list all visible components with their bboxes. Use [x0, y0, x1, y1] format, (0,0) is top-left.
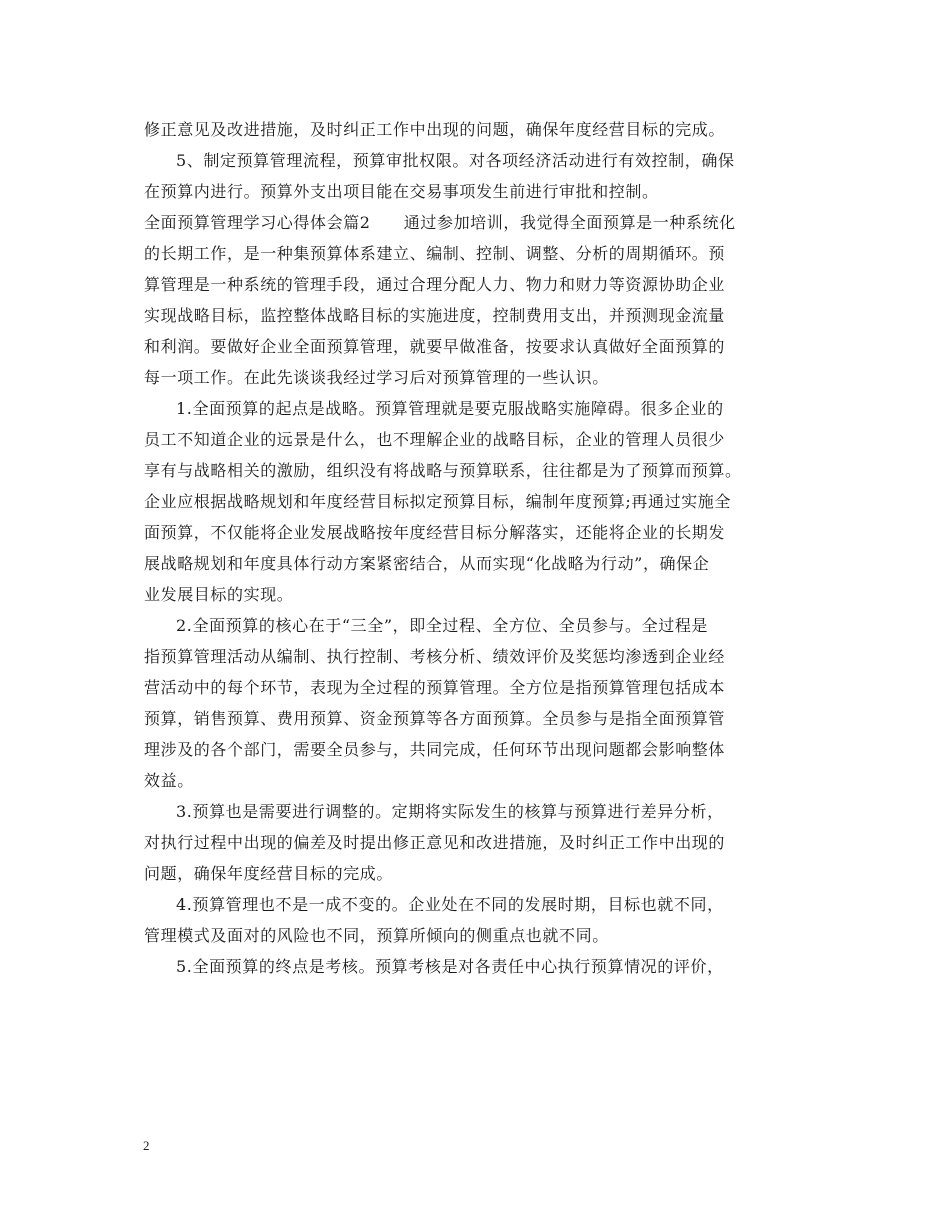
text-line: 4.预算管理也不是一成不变的。企业处在不同的发展时期，目标也就不同， [176, 895, 724, 914]
text-line: 面预算，不仅能将企业发展战略按年度经营目标分解落实，还能将企业的长期发 [144, 523, 726, 542]
text-line: 5、制定预算管理流程，预算审批权限。对各项经济活动进行有效控制，确保 [176, 151, 735, 170]
text-line: 展战略规划和年度具体行动方案紧密结合，从而实现“化战略为行动”，确保企 [144, 554, 710, 573]
text-line: 效益。 [144, 771, 194, 790]
text-line: 和利润。要做好企业全面预算管理，就要早做准备，按要求认真做好全面预算的 [144, 337, 726, 356]
text-line: 管理模式及面对的风险也不同，预算所倾向的侧重点也就不同。 [144, 926, 609, 945]
text-line: 企业应根据战略规划和年度经营目标拟定预算目标，编制年度预算;再通过实施全 [144, 492, 731, 511]
text-line: 业发展目标的实现。 [144, 585, 294, 604]
text-line: 的长期工作，是一种集预算体系建立、编制、控制、调整、分析的周期循环。预 [144, 244, 726, 263]
text-line: 算管理是一种系统的管理手段，通过合理分配人力、物力和财力等资源协助企业 [144, 275, 726, 294]
text-line: 指预算管理活动从编制、执行控制、考核分析、绩效评价及奖惩均渗透到企业经 [144, 647, 726, 666]
body-text [144, 114, 816, 982]
text-line: 对执行过程中出现的偏差及时提出修正意见和改进措施，及时纠正工作中出现的 [144, 833, 726, 852]
text-line: 预算，销售预算、费用预算、资金预算等各方面预算。全员参与是指全面预算管 [144, 709, 726, 728]
text-line: 1.全面预算的起点是战略。预算管理就是要克服战略实施障碍。很多企业的 [176, 399, 724, 418]
text-line: 员工不知道企业的远景是什么，也不理解企业的战略目标，企业的管理人员很少 [144, 430, 726, 449]
text-line: 修正意见及改进措施，及时纠正工作中出现的问题，确保年度经营目标的完成。 [144, 120, 726, 139]
text-line: 5.全面预算的终点是考核。预算考核是对各责任中心执行预算情况的评价， [176, 957, 724, 976]
text-line: 2.全面预算的核心在于“三全”，即全过程、全方位、全员参与。全过程是 [176, 616, 709, 635]
text-line: 在预算内进行。预算外支出项目能在交易事项发生前进行审批和控制。 [144, 182, 659, 201]
text-line: 理涉及的各个部门，需要全员参与，共同完成，任何环节出现问题都会影响整体 [144, 740, 726, 759]
text-line: 营活动中的每个环节，表现为全过程的预算管理。全方位是指预算管理包括成本 [144, 678, 726, 697]
page-number: 2 [143, 1138, 150, 1153]
text-line: 实现战略目标，监控整体战略目标的实施进度，控制费用支出，并预测现金流量 [144, 306, 726, 325]
text-line: 问题，确保年度经营目标的完成。 [144, 864, 394, 883]
text-line: 享有与战略相关的激励，组织没有将战略与预算联系，往往都是为了预算而预算。 [144, 461, 742, 480]
text-line: 全面预算管理学习心得体会篇2 通过参加培训，我觉得全面预算是一种系统化 [144, 213, 736, 232]
text-line: 每一项工作。在此先谈谈我经过学习后对预算管理的一些认识。 [144, 368, 609, 387]
text-line: 3.预算也是需要进行调整的。定期将实际发生的核算与预算进行差异分析， [176, 802, 724, 821]
